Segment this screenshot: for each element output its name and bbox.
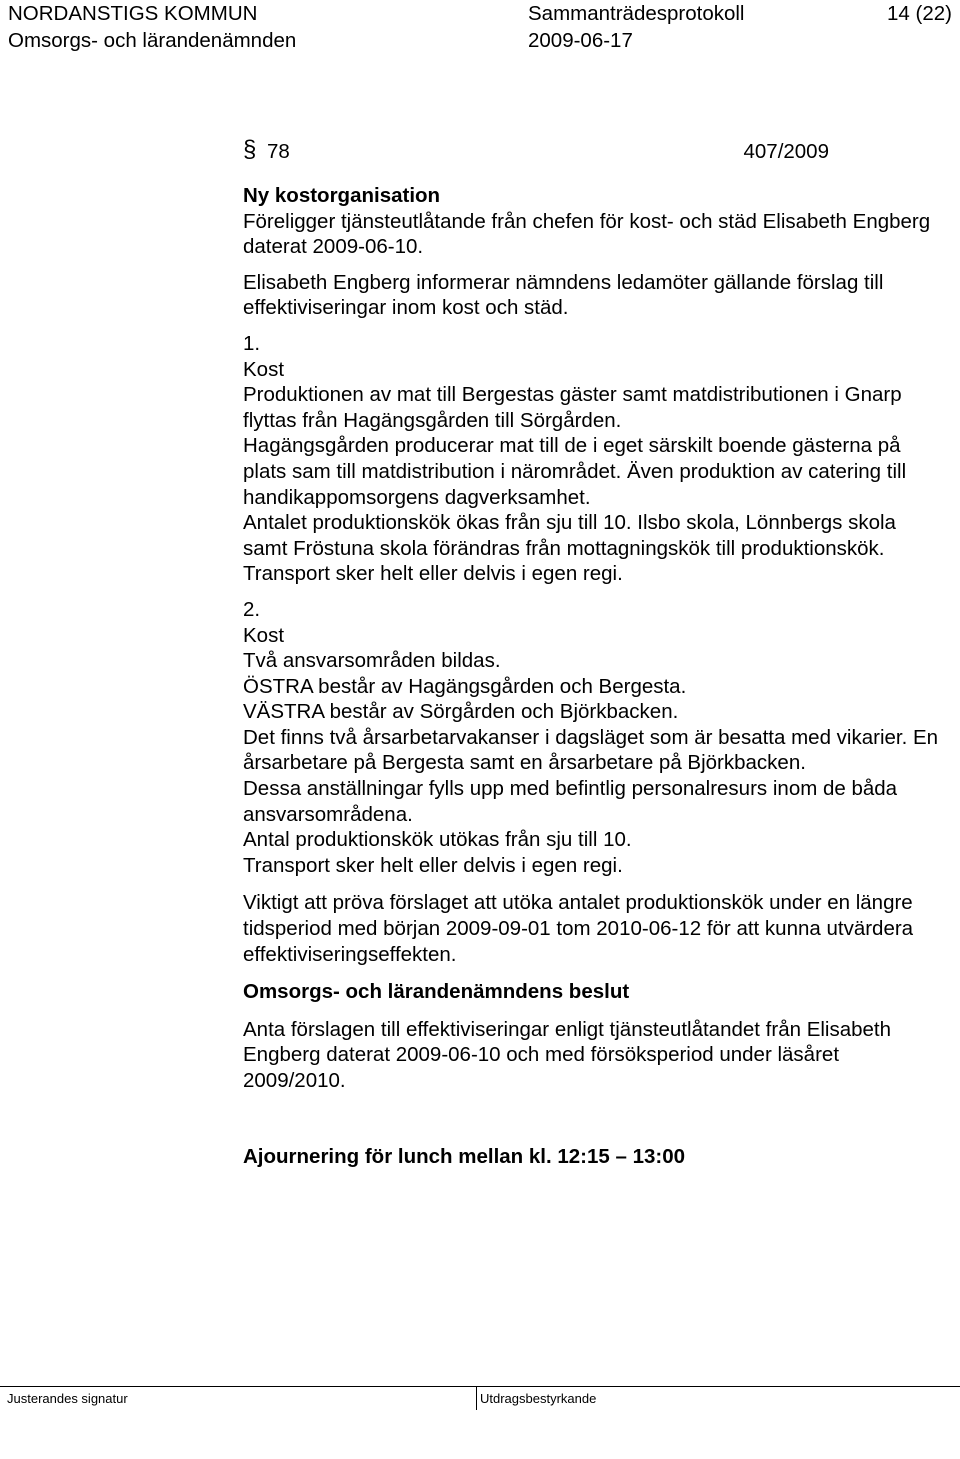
evaluation-note: Viktigt att pröva förslaget att utöka antalet produktionskök under en längre tidsperiod med början 2009-09-01 tom 2010-06-12 för att kunna utvärdera effektiviseringseffekten.: [243, 891, 914, 966]
decision-heading: Omsorgs- och lärandenämndens beslut: [243, 980, 630, 1004]
section-2-text-c: VÄSTRA består av Sörgården och Björkbacken.: [243, 700, 679, 724]
certification-label: Utdragsbestyrkande: [480, 1391, 597, 1406]
document-type: Sammanträdesprotokoll: [528, 2, 745, 25]
section-1-heading: Kost: [243, 357, 285, 381]
header-row-2: [8, 27, 952, 54]
section-2-number: 2.: [243, 597, 261, 621]
text-information: Elisabeth Engberg informerar nämndens ledamöter gällande förslag till effektiviseringar inom kost och städ.: [243, 270, 884, 320]
section-2-text-b: ÖSTRA består av Hagängsgården och Bergesta.: [243, 674, 687, 698]
section-1-text-c: Antalet produktionskök ökas från sju till 10. Ilsbo skola, Lönnbergs skola samt Fröstuna skola förändras från mottagningskök till produktionskök.: [243, 511, 896, 560]
section-2-heading: Kost: [243, 623, 285, 647]
signature-label: Justerandes signatur: [7, 1391, 128, 1406]
item-title: Ny kostorganisation: [243, 184, 441, 207]
section-1-text-d: Transport sker helt eller delvis i egen regi.: [243, 562, 623, 586]
section-2-text-f: Antal produktionskök utökas från sju till 10.: [243, 828, 632, 852]
protocol-body: [243, 137, 943, 1169]
section-2-text-g: Transport sker helt eller delvis i egen regi.: [243, 853, 623, 877]
section-sign-icon: §: [243, 136, 257, 163]
footer-column-divider: [476, 1386, 477, 1410]
paragraph-number: 78: [267, 140, 290, 163]
section-1-number: 1.: [243, 331, 261, 355]
footer-divider-line: [0, 1386, 960, 1387]
page-number: 14 (22): [887, 2, 952, 25]
text-background: Föreligger tjänsteutlåtande från chefen för kost- och städ Elisabeth Engberg daterat 2009-06-10.: [243, 209, 931, 259]
page-header: [8, 0, 952, 54]
section-2-text-d: Det finns två årsarbetarvakanser i dagsläget som är besatta med vikarier. En årsarbetare på Bergesta samt en årsarbetare på Björkbacken.: [243, 725, 939, 775]
meeting-date: 2009-06-17: [528, 29, 633, 52]
org-name: NORDANSTIGS KOMMUN: [8, 2, 258, 25]
section-1-text-a: Produktionen av mat till Bergestas gäster samt matdistributionen i Gnarp flyttas från Hagängsgården till Sörgården.: [243, 383, 902, 432]
decision-text: Anta förslagen till effektiviseringar enligt tjänsteutlåtandet från Elisabeth Engberg daterat 2009-06-10 och med försöksperiod under läsåret 2009/2010.: [243, 1017, 892, 1092]
paragraph-heading: [243, 137, 943, 167]
case-reference: 407/2009: [743, 140, 829, 163]
section-2-text-a: Två ansvarsområden bildas.: [243, 649, 501, 673]
section-1-text-b: Hagängsgården producerar mat till de i eget särskilt boende gästerna på plats sam till matdistribution i närområdet. Även produktion av catering till handikappomsorgens dagverksamhet.: [243, 434, 907, 509]
section-2-text-e: Dessa anställningar fylls upp med befintlig personalresurs inom de båda ansvarsområdena.: [243, 777, 898, 826]
adjournment-note: Ajournering för lunch mellan kl. 12:15 – 13:00: [243, 1144, 686, 1168]
header-row-1: [8, 0, 952, 27]
committee-name: Omsorgs- och lärandenämnden: [8, 29, 297, 52]
